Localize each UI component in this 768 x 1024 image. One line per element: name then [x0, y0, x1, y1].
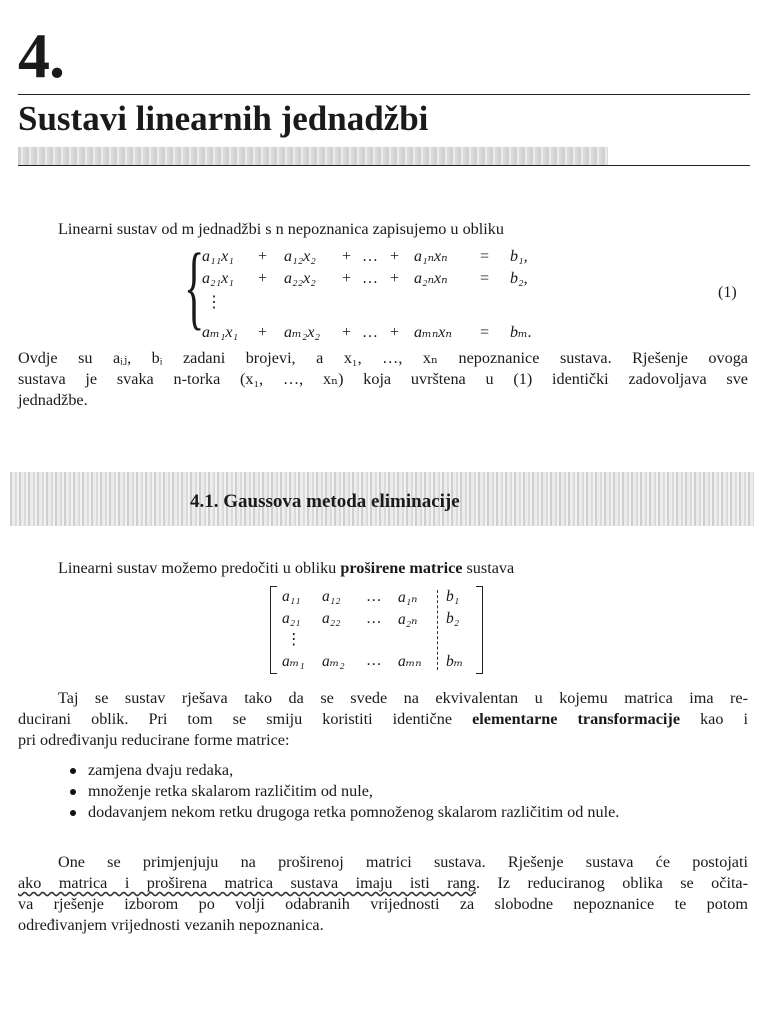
final-line: One se primjenjuju na proširenoj matrici sustava. Rješenje sustava će postojati: [58, 853, 748, 871]
equation-number: (1): [718, 284, 737, 301]
title-scan-band: [18, 147, 608, 165]
matrix-left-bracket: [270, 586, 277, 674]
chapter-number: 4.: [18, 20, 64, 91]
equation-vdots: ⋮: [206, 294, 222, 311]
intro-text: Linearni sustav od m jednadžbi s n nepoznanica zapisujemo u obliku: [58, 220, 504, 238]
equation-row: aₘ₁x₁ + aₘ₂x₂ + … + aₘₙxₙ = bₘ.: [202, 324, 532, 341]
matrix-intro-text: Linearni sustav možemo predočiti u obliku: [58, 559, 341, 577]
header-rule-bottom: [18, 165, 750, 166]
equation-row: a₁₁x₁ + a₁₂x₂ + … + a₁ₙxₙ = b₁,: [202, 248, 528, 265]
intro-paragraph: [58, 219, 504, 240]
matrix-separator: [437, 590, 438, 670]
solve-line: pri određivanju reducirane forme matrice:: [18, 731, 290, 749]
equation-system: [184, 235, 744, 344]
final-line: [18, 873, 748, 894]
final-line: određivanjem vrijednosti vezanih nepoznanica.: [18, 916, 324, 934]
solve-term: elementarne transformacije: [472, 710, 681, 728]
matrix-intro-text-end: sustava: [462, 559, 515, 577]
final-paragraph: [18, 852, 748, 936]
equation-row: a₂₁x₁ + a₂₂x₂ + … + a₂ₙxₙ = b₂,: [202, 270, 528, 287]
chapter-title: Sustavi linearnih jednadžbi: [18, 99, 429, 138]
list-item: zamjena dvaju redaka,: [66, 760, 750, 781]
definition-line: jednadžbe.: [18, 391, 88, 409]
list-item: dodavanjem nekom retku drugoga retka pomnoženog skalarom različitim od nule.: [66, 802, 750, 823]
section-title: 4.1. Gaussova metoda eliminacije: [190, 491, 460, 512]
matrix-intro-term: proširene matrice: [340, 559, 463, 577]
operations-list: [66, 760, 750, 823]
solve-paragraph: [18, 688, 748, 751]
curly-brace: {: [184, 235, 205, 339]
matrix-right-bracket: [476, 586, 483, 674]
solve-line: [18, 709, 748, 730]
definition-line: Ovdje su aᵢⱼ, bᵢ zadani brojevi, a x₁, …, xₙ nepoznanice sustava. Rješenje ovoga: [18, 349, 748, 367]
augmented-matrix: a₁₁ a₁₂ … a₁ₙ b₁ a₂₁ a₂₂ … a₂ₙ b₂ ⋮ aₘ₁ aₘ₂ … aₘₙ bₘ: [270, 586, 490, 674]
definition-paragraph: [18, 348, 748, 411]
solve-text-end: kao i: [680, 710, 749, 728]
definition-line: sustava je svaka n-torka (x₁, …, xₙ) koja uvrštena u (1) identički zadovoljava sve: [18, 370, 748, 388]
matrix-intro: [58, 558, 514, 579]
operations-list-container: [66, 760, 750, 823]
header-rule-top: [18, 94, 750, 95]
solve-line: Taj se sustav rješava tako da se svede na ekvivalentan u kojemu matrica ima re-: [58, 689, 748, 707]
list-item: množenje retka skalarom različitim od nule,: [66, 781, 750, 802]
final-text: . Iz reduciranog oblika se očita-: [475, 874, 749, 892]
handwritten-underline: ako matrica i proširena matrica sustava imaju isti rang: [18, 874, 476, 892]
final-line: va rješenje izborom po volji odabranih vrijednosti za slobodne nepoznanice te potom: [18, 895, 748, 913]
solve-text: ducirani oblik. Pri tom se smiju koristiti identične: [18, 710, 473, 728]
